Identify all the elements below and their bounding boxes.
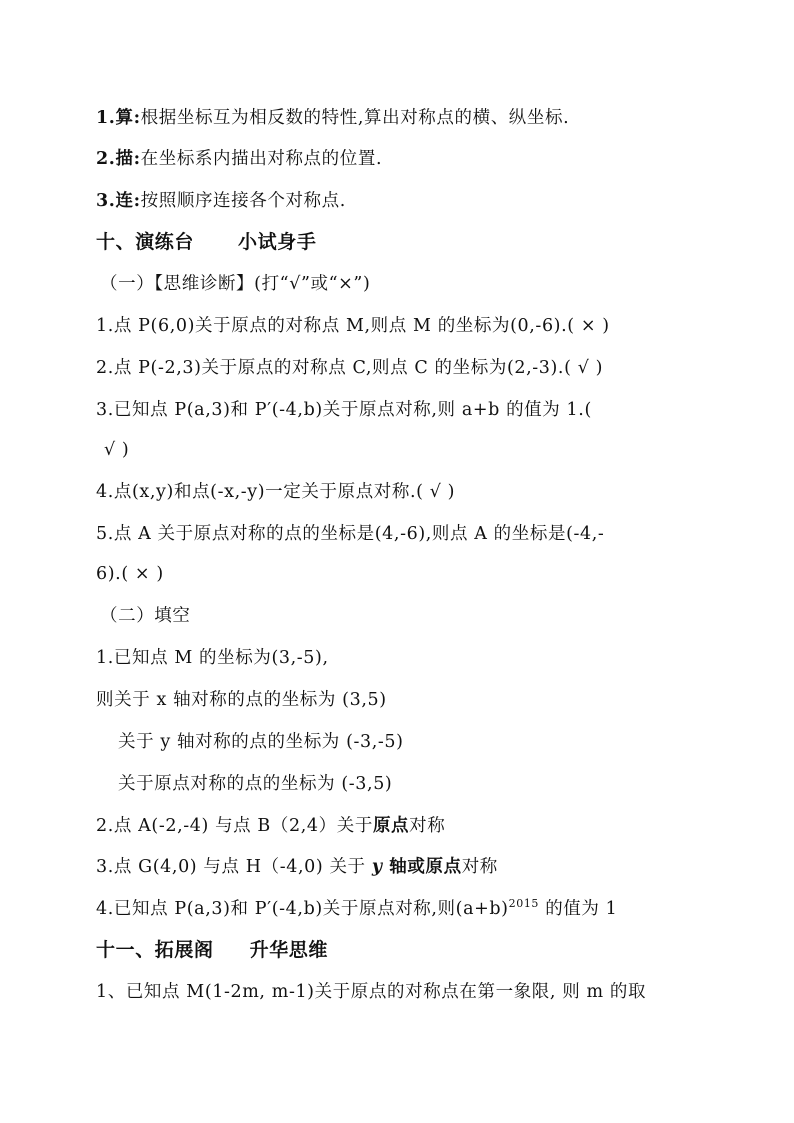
fill-question-1-line-4: 关于原点对称的点的坐标为 (-3,5) bbox=[118, 774, 393, 794]
judgement-question-5-line-2: 6).( × ) bbox=[96, 564, 164, 584]
judgement-question-5-line-1: 5.点 A 关于原点对称的点的坐标是(4,-6),则点 A 的坐标是(-4,- bbox=[96, 524, 605, 544]
fill-question-4 bbox=[96, 895, 726, 923]
fill-question-3 bbox=[96, 853, 726, 881]
answer-text: 原点 bbox=[372, 816, 410, 836]
part-1-heading: （一）【思维诊断】(打“√”或“×”) bbox=[100, 274, 371, 294]
judgement-question-3-line-2: √ ) bbox=[104, 440, 130, 460]
question-text: 对称 bbox=[409, 816, 446, 836]
fill-question-1-line-2: 则关于 x 轴对称的点的坐标为 (3,5) bbox=[96, 690, 387, 710]
step-label: 3.连: bbox=[96, 191, 141, 211]
question-text: 3.点 G(4,0) 与点 H（-4,0) 关于 bbox=[96, 857, 372, 877]
exponent: 2015 bbox=[508, 897, 540, 910]
judgement-question-4: 4.点(x,y)和点(-x,-y)一定关于原点对称.( √ ) bbox=[96, 482, 456, 502]
question-text: 4.已知点 P(a,3)和 P′(-4,b)关于原点对称,则(a+b) bbox=[96, 899, 509, 919]
method-step-1 bbox=[96, 104, 726, 132]
question-text: 对称 bbox=[461, 857, 498, 877]
section-10-heading bbox=[96, 228, 726, 256]
extension-question-1: 1、已知点 M(1-2m, m-1)关于原点的对称点在第一象限, 则 m 的取 bbox=[96, 982, 647, 1002]
fill-question-1-line-3: 关于 y 轴对称的点的坐标为 (-3,-5) bbox=[118, 732, 404, 752]
step-label: 1.算: bbox=[96, 108, 141, 128]
answer-variable: y bbox=[371, 857, 383, 877]
judgement-question-2: 2.点 P(-2,3)关于原点的对称点 C,则点 C 的坐标为(2,-3).( √ ) bbox=[96, 358, 604, 378]
answer-text: 轴或原点 bbox=[382, 857, 462, 877]
section-title: 十、演练台 bbox=[96, 231, 195, 253]
step-text: 按照顺序连接各个对称点. bbox=[140, 191, 346, 211]
section-subtitle: 升华思维 bbox=[249, 939, 329, 961]
step-label: 2.描: bbox=[96, 149, 141, 169]
method-step-2 bbox=[96, 145, 726, 173]
section-11-heading bbox=[96, 936, 726, 964]
judgement-question-3-line-1: 3.已知点 P(a,3)和 P′(-4,b)关于原点对称,则 a+b 的值为 1.( bbox=[96, 400, 592, 420]
fill-question-2 bbox=[96, 812, 726, 840]
method-step-3 bbox=[96, 187, 726, 215]
question-text: 2.点 A(-2,-4) 与点 B（2,4）关于 bbox=[96, 816, 373, 836]
judgement-question-1: 1.点 P(6,0)关于原点的对称点 M,则点 M 的坐标为(0,-6).( × ) bbox=[96, 316, 610, 336]
question-text: 的值为 1 bbox=[539, 899, 618, 919]
step-text: 在坐标系内描出对称点的位置. bbox=[140, 149, 383, 169]
section-subtitle: 小试身手 bbox=[238, 231, 317, 253]
part-2-heading: （二）填空 bbox=[100, 606, 191, 626]
step-text: 根据坐标互为相反数的特性,算出对称点的横、纵坐标. bbox=[140, 108, 570, 128]
section-title: 十一、拓展阁 bbox=[96, 939, 214, 961]
fill-question-1-line-1: 1.已知点 M 的坐标为(3,-5), bbox=[96, 648, 329, 668]
